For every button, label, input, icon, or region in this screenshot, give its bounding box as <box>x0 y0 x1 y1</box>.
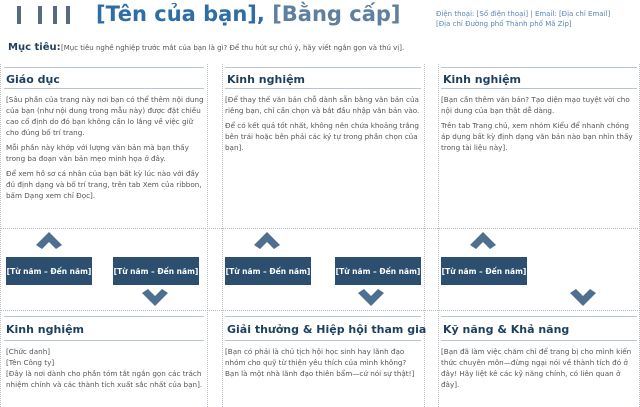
section-rule <box>441 340 637 341</box>
address-line <box>436 20 572 28</box>
objective-text: [Mục tiêu nghề nghiệp trước mắt của bạn là gì? Để thu hút sự chú ý, hãy viết ngắn gọn và thú vị]. <box>61 44 405 52</box>
grid-line <box>424 64 425 407</box>
section-heading-experience: Kinh nghiệm <box>227 73 306 86</box>
paragraph: [Bạn có phải là chủ tịch hội học sinh hay lãnh đạo nhóm cho quỹ từ thiện yêu thích của mình không? Bạn là một nhà lãnh đạo thiên bẩm—cứ nói sự thật!] <box>225 347 415 378</box>
section-rule <box>441 88 637 89</box>
objective-label: Mục tiêu: <box>8 42 61 53</box>
section-heading-education: Giáo dục <box>6 73 60 86</box>
section-rule <box>225 67 421 68</box>
grid-line <box>222 64 223 407</box>
timeline-box: [Từ năm – Đến năm] <box>441 257 527 285</box>
section-body-skills <box>441 346 637 394</box>
header-accent-bar <box>38 6 42 24</box>
separator: | <box>530 10 533 18</box>
grid-line <box>438 64 439 407</box>
section-heading-skills: Kỹ năng & Khả năng <box>443 323 570 336</box>
grid-line <box>0 64 1 407</box>
contact-line-1 <box>436 10 610 18</box>
job-summary: [Đây là nơi dành cho phần tóm tắt ngắn gọn các trách nhiệm chính và các thành tích xuất sắc nhất của bạn]. <box>6 369 203 389</box>
phone-label: Điện thoại: <box>436 10 475 18</box>
phone-value: [Số điện thoại] <box>476 10 529 18</box>
address-value: [Địa chỉ Đường phố Thành phố Mã Zip] <box>436 20 572 28</box>
paragraph: [Bạn đã làm việc chăm chỉ để trang bị cho mình kiến thức chuyên môn—đừng ngại nói về thành tích đó ở đây! Hãy liệt kê các kỹ năng chính, có liên quan ở đây]. <box>441 347 632 389</box>
header-accent-bar <box>17 6 21 24</box>
header-accent-bar <box>66 6 70 24</box>
section-body-experience-3 <box>6 346 205 390</box>
section-body-awards <box>225 346 421 383</box>
section-body-experience-2 <box>441 94 637 157</box>
section-rule <box>441 316 637 317</box>
section-body-experience <box>225 94 421 157</box>
grid-line <box>0 310 640 311</box>
section-heading-awards: Giải thưởng & Hiệp hội tham gia <box>227 323 427 336</box>
section-rule <box>4 316 204 317</box>
chevron-up-icon <box>36 229 62 249</box>
header-accent-bar <box>53 6 57 24</box>
email-label: Email: <box>534 10 557 18</box>
company-name: [Tên Công ty] <box>6 358 55 367</box>
email-value: [Địa chỉ Email] <box>558 10 611 18</box>
section-rule <box>4 340 204 341</box>
timeline-box: [Từ năm – Đến năm] <box>335 257 421 285</box>
paragraph: [Sâu phần của trang này nơi bạn có thể thêm nội dung của bạn (như nội dung trong mẫu này) được đặt chiều cao cố định do đó bạn không cần lo lắng về việc giữ cho đúng bố trí trang. <box>6 95 204 137</box>
section-rule <box>441 67 637 68</box>
chevron-up-icon <box>254 229 280 249</box>
chevron-up-icon <box>470 229 496 249</box>
degree-text: [Bằng cấp] <box>272 2 401 26</box>
timeline-box: [Từ năm – Đến năm] <box>113 257 199 285</box>
section-rule <box>4 67 204 68</box>
section-rule <box>225 340 421 341</box>
job-title: [Chức danh] <box>6 347 51 356</box>
section-body-education <box>6 94 205 205</box>
paragraph: [Để thay thế văn bản chỗ dành sẵn bằng văn bản của riêng bạn, chỉ cần chọn và bắt đầu nhập văn bản vào. <box>225 95 420 115</box>
chevron-down-icon <box>358 289 384 309</box>
chevron-down-icon <box>142 289 168 309</box>
section-heading-experience-3: Kinh nghiệm <box>6 323 85 336</box>
paragraph: Mỗi phần này khớp với lượng văn bản mà bạn thấy trong ba đoạn văn bản mẹo minh họa ở đây. <box>6 143 189 163</box>
paragraph: Để có kết quả tốt nhất, không nên chứa khoảng trắng bên trái hoặc bên phải các ký tự trong phần chọn của bạn]. <box>225 121 419 152</box>
section-rule <box>225 88 421 89</box>
section-rule <box>4 88 204 89</box>
timeline-box: [Từ năm – Đến năm] <box>225 257 311 285</box>
name-text: [Tên của bạn], <box>96 2 265 26</box>
grid-line <box>207 64 208 407</box>
chevron-down-icon <box>570 289 596 309</box>
timeline-box: [Từ năm – Đến năm] <box>6 257 92 285</box>
section-rule <box>225 316 421 317</box>
section-heading-experience: Kinh nghiệm <box>443 73 522 86</box>
paragraph: [Bạn cần thêm văn bản? Tạo diện mạo tuyệt vời cho nội dung của bạn thật dễ dàng. <box>441 95 630 115</box>
grid-line <box>0 228 640 229</box>
paragraph: Để xem hồ sơ cá nhân của bạn bất kỳ lúc nào với đầy đủ định dạng và bố trí trang, trên tab Xem của ribbon, bấm Dạng xem chỉ Đọc]. <box>6 169 202 200</box>
resume-title <box>96 2 401 26</box>
paragraph: Trên tab Trang chủ, xem nhóm Kiểu để nhanh chóng áp dụng bất kỳ định dạng văn bản nào bạn nhìn thấy trong tài liệu này]. <box>441 121 633 152</box>
